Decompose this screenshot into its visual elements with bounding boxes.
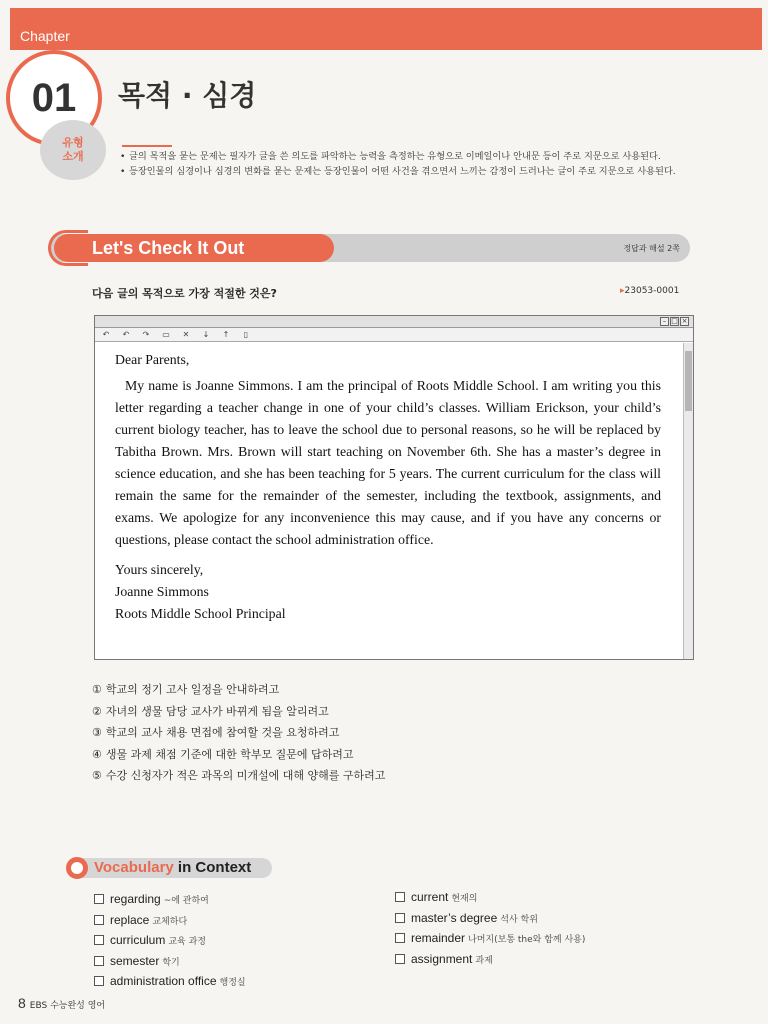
- choice-number: ④: [92, 747, 102, 761]
- vocab-gloss: 현재의: [451, 894, 478, 904]
- vocab-item: [395, 950, 585, 971]
- vocab-term: regarding: [110, 892, 161, 906]
- window-titlebar: [95, 316, 693, 328]
- vocab-gloss: 과제: [475, 955, 493, 966]
- answer-choice[interactable]: [92, 701, 385, 723]
- answer-page-note: 정답과 해설 2쪽: [623, 244, 680, 253]
- intro-list: [120, 150, 692, 180]
- chapter-label: Chapter: [20, 28, 70, 44]
- vocab-list-right: [395, 888, 585, 970]
- chapter-title: 목적 · 심경: [118, 79, 257, 112]
- choice-number: ②: [92, 704, 102, 718]
- up-arrow-icon[interactable]: ↑: [222, 330, 230, 339]
- vocabulary-header: [66, 856, 272, 880]
- check-it-out-title: Let's Check It Out: [92, 238, 245, 258]
- choice-text: 수강 신청자가 적은 과목의 미개설에 대해 양해를 구하려고: [105, 769, 386, 782]
- page-footer: [18, 995, 105, 1011]
- answer-choice[interactable]: [92, 744, 385, 766]
- choice-number: ①: [92, 683, 102, 696]
- vocab-item: [395, 888, 585, 909]
- type-badge-line2: 소개: [62, 150, 84, 163]
- closing-title: Roots Middle School Principal: [115, 606, 286, 621]
- ring-icon: [66, 857, 88, 879]
- window-controls: [660, 317, 689, 326]
- type-intro-badge: [40, 120, 106, 180]
- question-code: [620, 286, 679, 296]
- vocab-item: [94, 972, 246, 993]
- vocab-gloss: 나머지(보통 the와 함께 사용): [468, 935, 586, 945]
- intro-divider: [122, 145, 172, 147]
- chapter-header-bar: [10, 8, 762, 50]
- arrow-icon: ▸: [620, 286, 625, 296]
- answer-choices: [92, 679, 385, 787]
- letter-body: My name is Joanne Simmons. I am the principal of Roots Middle School. I am writing you this letter regarding a teacher change in one of your child’s classes. William Erickson, your child’s current biology teacher, has to leave the school due to personal reasons, so he will be replaced by Tabitha Brown. Mrs. Brown will start teaching on November 6th. She has a master’s degree in science education, and she has been teaching for 5 years. The current curriculum for the class will remain the same for the remainder of the semester, including the textbook, assignments, and exams. We apologize for any inconvenience this may cause, and if you have any concerns or questions, please contact the school administration office.: [115, 378, 661, 547]
- letter-content: [95, 343, 683, 659]
- book-title: EBS 수능완성 영어: [29, 1001, 106, 1011]
- vocab-item: [94, 890, 246, 911]
- window-scrollbar[interactable]: [683, 343, 693, 659]
- vocab-gloss: 교육 과정: [168, 937, 206, 947]
- closing-signature: Joanne Simmons: [115, 584, 209, 599]
- vocab-term: master’s degree: [411, 910, 498, 925]
- choice-text: 학교의 정기 고사 일정을 안내하려고: [105, 683, 280, 696]
- checkbox[interactable]: [94, 935, 104, 945]
- checkbox[interactable]: [395, 913, 405, 923]
- letter-salutation: Dear Parents,: [115, 352, 190, 367]
- down-arrow-icon[interactable]: ↓: [202, 330, 210, 339]
- checkbox[interactable]: [395, 933, 405, 943]
- intro-item: • 글의 목적을 묻는 문제는 필자가 글을 쓴 의도를 파악하는 능력을 측정하는 유형으로 이메일이나 안내문 등이 주로 지문으로 사용된다.: [120, 150, 692, 163]
- page-number: 8: [18, 995, 26, 1011]
- vocab-item: [395, 929, 585, 950]
- choice-number: ③: [92, 726, 102, 739]
- banner-arc: [48, 230, 88, 266]
- vocab-term: assignment: [411, 951, 473, 966]
- checkbox[interactable]: [395, 954, 405, 964]
- vocab-item: [94, 952, 246, 973]
- email-toolbar: [95, 328, 693, 342]
- question-code-value: 23053-0001: [624, 286, 680, 296]
- answer-choice[interactable]: [92, 679, 385, 701]
- print-icon[interactable]: ▭: [162, 330, 170, 339]
- checkbox[interactable]: [94, 915, 104, 925]
- vocab-term: current: [411, 890, 449, 904]
- address-book-icon[interactable]: ▯: [243, 330, 249, 339]
- choice-text: 자녀의 생물 담당 교사가 바뀌게 됨을 알리려고: [105, 704, 329, 718]
- vocab-term: replace: [110, 912, 150, 927]
- type-badge-line1: 유형: [62, 136, 84, 149]
- reply-icon[interactable]: ↶: [102, 330, 110, 339]
- answer-choice[interactable]: [92, 765, 385, 787]
- close-icon[interactable]: ×: [681, 317, 688, 325]
- vocab-term: semester: [110, 953, 160, 968]
- choice-text: 생물 과제 채점 기준에 대한 학부모 질문에 답하려고: [105, 747, 354, 761]
- checkbox[interactable]: [395, 892, 405, 902]
- forward-icon[interactable]: ↷: [142, 330, 150, 339]
- chapter-number: 01: [31, 75, 77, 120]
- vocab-term: remainder: [411, 931, 466, 945]
- email-window: [94, 315, 694, 660]
- vocab-gloss: 행정실: [219, 978, 246, 988]
- vocab-gloss: 석사 학위: [500, 914, 538, 925]
- choice-text: 학교의 교사 채용 면접에 참여할 것을 요청하려고: [105, 726, 340, 739]
- vocab-item: [395, 909, 585, 930]
- check-it-out-banner: [48, 230, 690, 266]
- answer-choice[interactable]: [92, 722, 385, 744]
- scrollbar-thumb[interactable]: [685, 351, 692, 411]
- minimize-icon[interactable]: –: [660, 317, 669, 326]
- vocab-gloss: ~에 관하여: [163, 896, 209, 906]
- maximize-icon[interactable]: □: [671, 317, 678, 325]
- letter-closing: [115, 559, 661, 625]
- vocab-title-accent: Vocabulary: [94, 859, 174, 876]
- vocab-item: [94, 931, 246, 952]
- question-text: 다음 글의 목적으로 가장 적절한 것은?: [92, 287, 277, 300]
- closing-line: Yours sincerely,: [115, 562, 204, 577]
- checkbox[interactable]: [94, 956, 104, 966]
- choice-number: ⑤: [92, 769, 102, 782]
- vocab-gloss: 교체하다: [152, 916, 188, 927]
- checkbox[interactable]: [94, 894, 104, 904]
- reply-all-icon[interactable]: ↶: [122, 330, 130, 339]
- vocab-title-rest: in Context: [173, 859, 252, 876]
- vocab-term: administration office: [110, 974, 217, 988]
- checkbox[interactable]: [94, 976, 104, 986]
- intro-item: • 등장인물의 심경이나 심경의 변화를 묻는 문제는 등장인물이 어떤 사건을 겪으면서 느끼는 감정이 드러나는 글이 주로 지문으로 사용된다.: [120, 165, 692, 178]
- vocab-item: [94, 911, 246, 932]
- vocab-gloss: 학기: [162, 957, 180, 968]
- vocabulary-title: [94, 859, 251, 876]
- delete-icon[interactable]: ✕: [182, 330, 190, 339]
- vocab-term: curriculum: [110, 933, 166, 947]
- vocab-list-left: [94, 890, 246, 993]
